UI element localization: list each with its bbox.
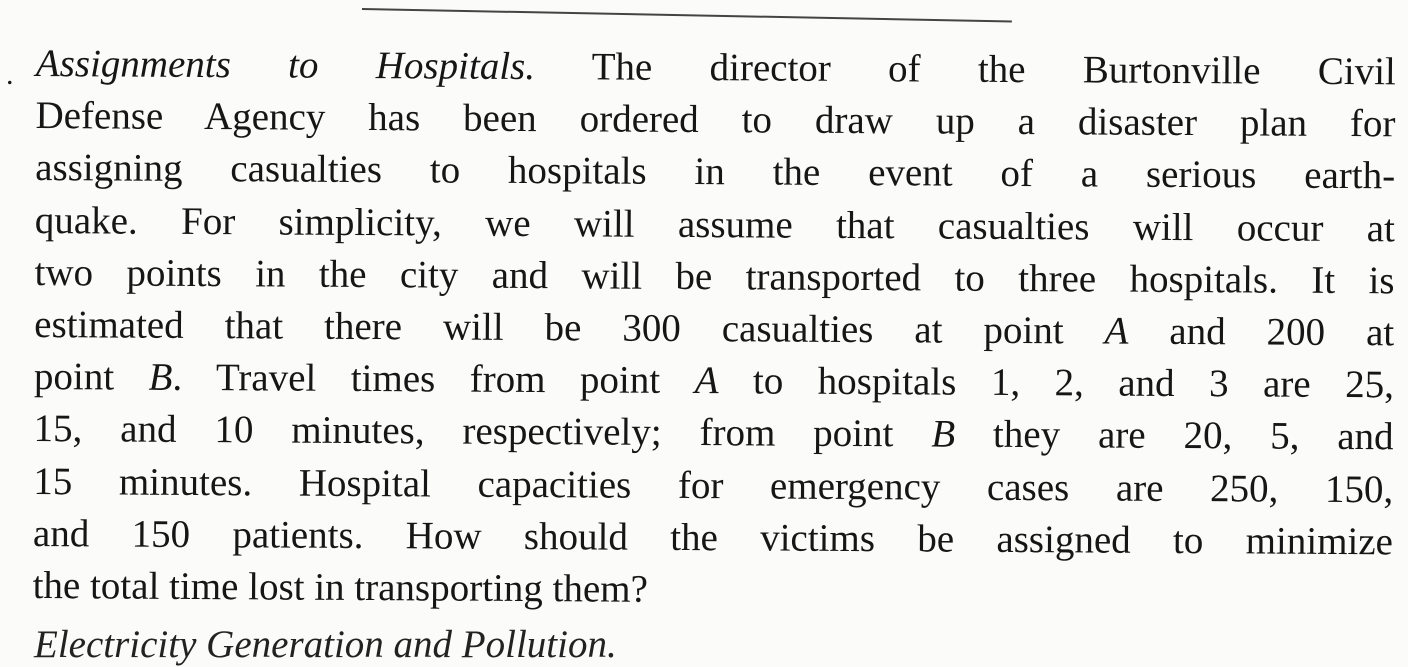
text-line-5: two points in the city and will be transported to three hospitals. It is xyxy=(34,250,1395,303)
problem-paragraph xyxy=(32,38,1395,621)
next-problem-title-cut: Electricity Generation and Pollution. xyxy=(34,623,617,666)
text-line-7: point B. Travel times from point A to hospitals 1, 2, and 3 are 25, xyxy=(33,355,1395,407)
line-1-text: The director of the Burtonville Civil xyxy=(591,45,1396,94)
text-line-2: Defense Agency has been ordered to draw up a disaster plan for xyxy=(35,94,1396,146)
text-line-4: quake. For simplicity, we will assume that casualties will occur at xyxy=(34,198,1395,250)
point-a-label: A xyxy=(1104,309,1129,353)
point-b-label-2: B xyxy=(931,412,956,457)
problem-title: Assignments to Hospitals. xyxy=(35,41,536,89)
text-line-1 xyxy=(36,38,1396,99)
text-line-10: and 150 patients. How should the victims be assigned to minimize xyxy=(32,511,1394,564)
top-rule xyxy=(362,8,1012,22)
text-line-6: estimated that there will be 300 casualties at point A and 200 at xyxy=(34,303,1395,355)
bullet-dot: . xyxy=(6,58,14,91)
text-line-8: 15, and 10 minutes, respectively; from point B they are 20, 5, and xyxy=(33,407,1394,459)
text-line-3: assigning casualties to hospitals in the event of a serious earth- xyxy=(35,146,1396,198)
point-a-label-2: A xyxy=(694,359,719,403)
text-line-9: 15 minutes. Hospital capacities for emergency cases are 250, 150, xyxy=(33,459,1394,511)
text-line-11: the total time lost in transporting them? xyxy=(32,564,649,611)
point-b-label: B xyxy=(148,355,173,400)
